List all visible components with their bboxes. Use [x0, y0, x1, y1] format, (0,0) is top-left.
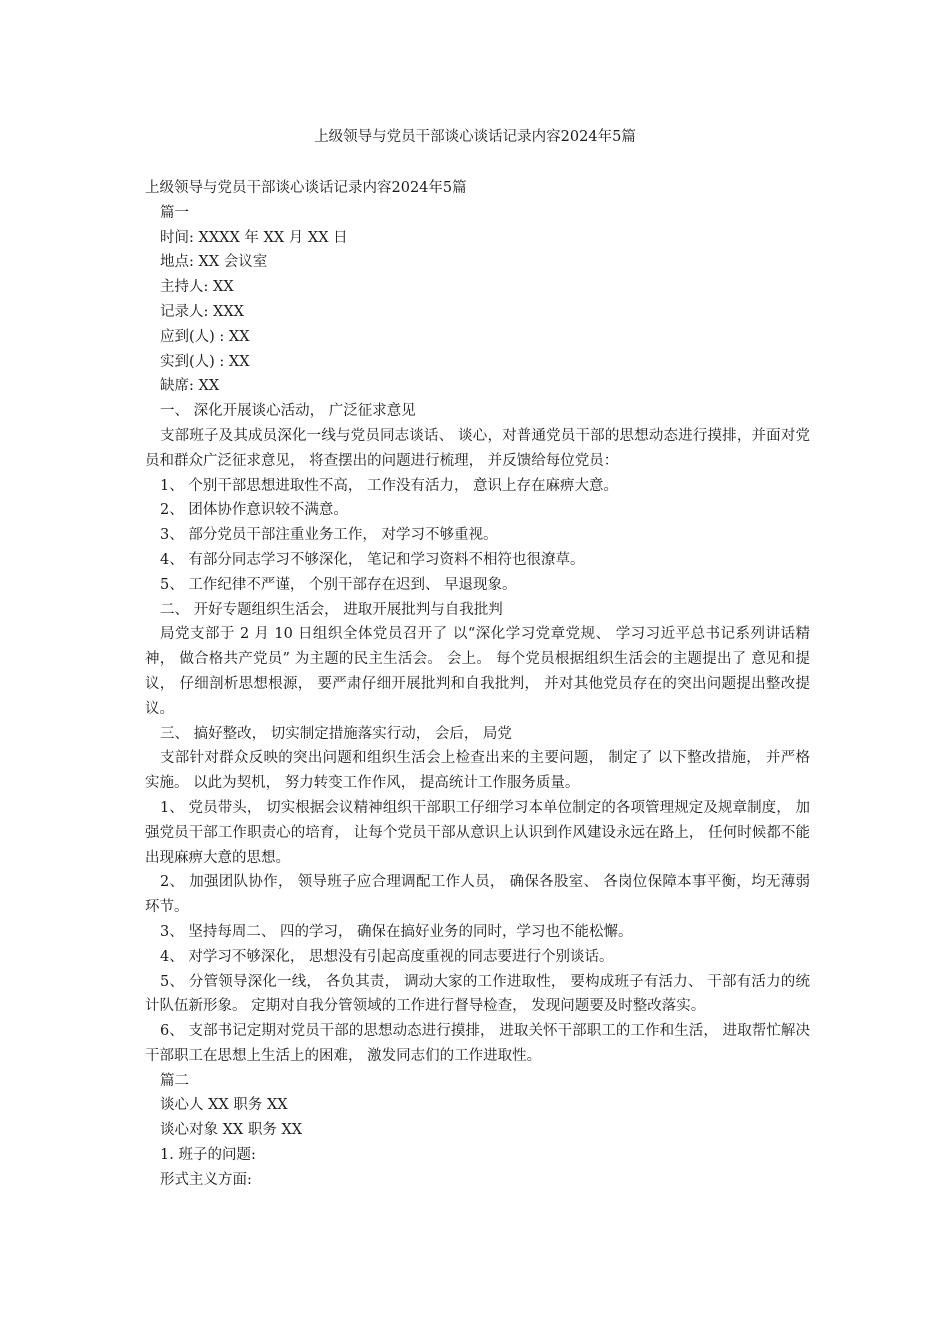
list-item: 2、 团体协作意识较不满意。 — [160, 502, 348, 519]
list-item: 2、 加强团队协作， 领导班子应合理调配工作人员， 确保各股室、 各岗位保障本事平衡，均无薄弱环节。 — [145, 874, 810, 916]
meta-recorder: 记录人: XXX — [160, 303, 244, 320]
meta-absent: 缺席: XX — [160, 378, 220, 395]
meta-host: 主持人: XX — [160, 279, 234, 296]
list-item: 1、 个别干部思想进取性不高， 工作没有活力， 意识上存在麻痹大意。 — [160, 477, 619, 494]
subheading-formalism: 形式主义方面: — [160, 1171, 252, 1188]
paragraph: 局党支部于 2 月 10 日组织全体党员召开了 以“深化学习党章党规、 学习习近平总书记系列讲话精神， 做合格共产党员” 为主题的民主生活会。 会上。 每个党员根据组织生活会的主题提出了 意见和提议， 仔细剖析思想根源， 要严肃仔细开展批判和自我批判， 并对其他党员存在的突出问题提出整改提议。 — [145, 626, 810, 717]
list-item: 5、 工作纪律不严谨， 个别干部存在迟到、 早退现象。 — [160, 576, 517, 593]
section-heading-1: 篇一 — [160, 204, 189, 221]
list-item: 3、 部分党员干部注重业务工作， 对学习不够重视。 — [160, 527, 498, 544]
section-heading-2: 篇二 — [160, 1072, 189, 1089]
list-item: 4、 有部分同志学习不够深化， 笔记和学习资料不相符也很潦草。 — [160, 551, 585, 568]
meta-location: 地点: XX 会议室 — [160, 254, 268, 271]
document-subtitle: 上级领导与党员干部谈心谈话记录内容2024年5篇 — [145, 180, 467, 196]
subheading-three: 三、 搞好整改， 切实制定措施落实行动， 会后， 局党 — [160, 725, 512, 742]
meta-talker: 谈心人 XX 职务 XX — [160, 1097, 288, 1114]
subheading-one: 一、 深化开展谈心活动， 广泛征求意见 — [160, 403, 416, 420]
document-title: 上级领导与党员干部谈心谈话记录内容2024年5篇 — [314, 129, 636, 145]
list-item: 3、 坚持每周二、 四的学习， 确保在搞好业务的同时，学习也不能松懈。 — [160, 923, 633, 940]
meta-time: 时间: XXXX 年 XX 月 XX 日 — [160, 229, 348, 246]
paragraph: 支部针对群众反映的突出问题和组织生活会上检查出来的主要问题， 制定了 以下整改措施， 并严格实施。 以此为契机， 努力转变工作作风， 提高统计工作服务质量。 — [145, 750, 810, 792]
document-body — [145, 176, 810, 1193]
meta-present: 实到(人) : XX — [160, 353, 250, 370]
list-item: 5、 分管领导深化一线， 各负其责， 调动大家的工作进取性， 要构成班子有活力、 干部有活力的统计队伍新形象。 定期对自我分管领域的工作进行督导检查， 发现问题要及时整改落实。 — [145, 973, 810, 1015]
paragraph: 支部班子及其成员深化一线与党员同志谈话、 谈心，对普通党员干部的思想动态进行摸排，并面对党员和群众广泛征求意见， 将查摆出的问题进行梳理， 并反馈给每位党员： — [145, 427, 810, 469]
list-item: 6、 支部书记定期对党员干部的思想动态进行摸排， 进取关怀干部职工的工作和生活， 进取帮忙解决干部职工在思想上生活上的困难， 激发同志们的工作进取性。 — [145, 1023, 810, 1064]
subheading-team-issues: 1. 班子的问题: — [160, 1147, 256, 1164]
meta-expected: 应到(人) : XX — [160, 328, 250, 345]
list-item: 4、 对学习不够深化， 思想没有引起高度重视的同志要进行个别谈话。 — [160, 948, 614, 965]
list-item: 1、 党员带头， 切实根据会议精神组织干部职工仔细学习本单位制定的各项管理规定及规章制度， 加强党员干部工作职责心的培育， 让每个党员干部从意识上认识到作风建设永远在路上， 任何时候都不能出现麻痹大意的思想。 — [145, 799, 810, 866]
subheading-two: 二、 开好专题组织生活会， 进取开展批判与自我批判 — [160, 601, 503, 618]
meta-talk-target: 谈心对象 XX 职务 XX — [160, 1122, 303, 1139]
